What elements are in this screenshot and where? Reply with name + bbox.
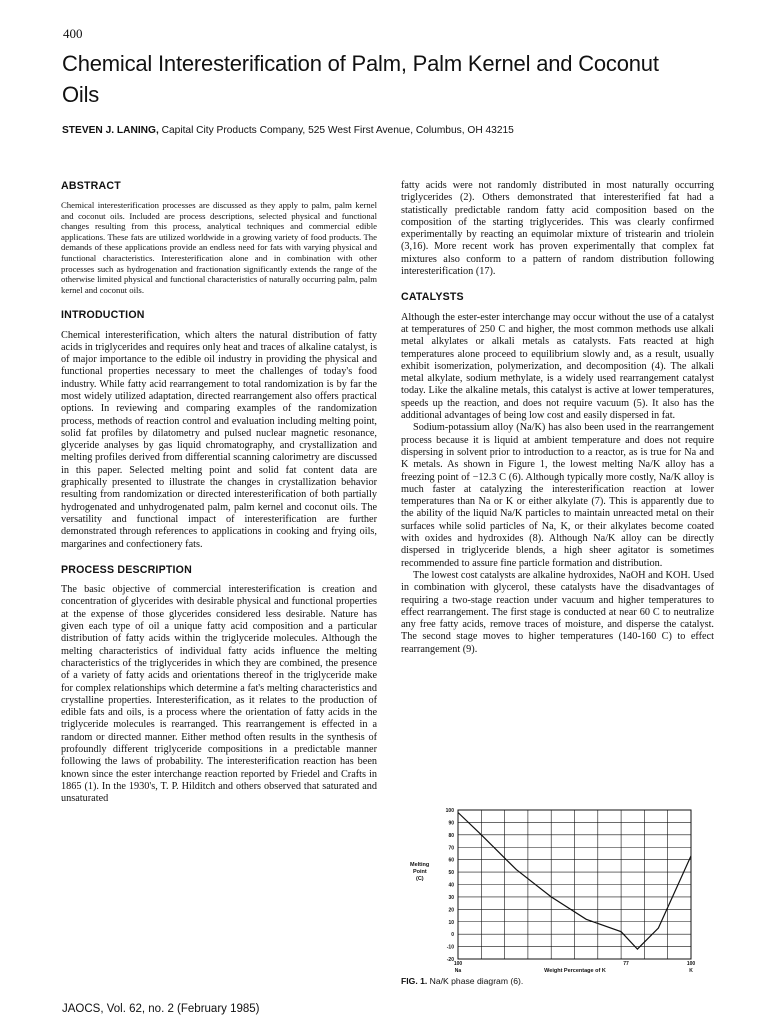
right-column bbox=[401, 180, 714, 656]
y-tick-label: 40 bbox=[448, 882, 454, 889]
abstract-heading: ABSTRACT bbox=[61, 180, 121, 192]
x-label-right-value: 100 bbox=[686, 961, 696, 967]
article-title: Chemical Interesterification of Palm, Palm Kernel and Coconut Oils bbox=[62, 51, 659, 107]
left-column bbox=[61, 180, 377, 819]
catalysts-paragraph: Sodium-potassium alloy (Na/K) has also been used in the rearrangement process because it is liquid at ambient temperature and does not require dispersing in solvent prior to introduction to a reactor, as is true for Na and K metals. As shown in Figure 1, the lowest melting Na/K alloy has a freezing point of −12.3 C (6). Although typically more costly, Na/K alloy is much faster at catalyzing the interesterification reaction at lower temperatures than Na or K or either alkylate (7). This is apparently due to the ability of the liquid Na/K particles to maintain unreacted metal on their surfaces while solid particles of Na, K, or their alkylates become coated with oxides and hydroxides (8). Although Na/K alloy can be directly dispersed in triglyceride blends, a high sheer agitator is sometimes recommended to assure fine particle formation and distribution. bbox=[401, 422, 714, 569]
process-description-heading: PROCESS DESCRIPTION bbox=[61, 563, 192, 576]
y-tick-label: 60 bbox=[448, 857, 454, 864]
phase-diagram-chart bbox=[400, 802, 710, 977]
y-tick-label: 30 bbox=[448, 894, 454, 901]
author-affiliation: Capital City Products Company, 525 West First Avenue, Columbus, OH 43215 bbox=[161, 125, 514, 136]
y-tick-label: 10 bbox=[448, 919, 454, 926]
process-description-section bbox=[61, 564, 377, 806]
continued-text: fatty acids were not randomly distributed in most naturally occurring triglycerides (2). Others demonstrated that interesterified fat had a statistically predictable random fatty acid composition based on the composition of the starting triglycerides. This was clearly confirmed experimentally by reacting an equimolar mixture of tristearin and triolein (3,16). More recent work has proven experimentally that complex fat mixtures also conform to a pattern of random distribution following interesterification (17). bbox=[401, 180, 714, 278]
y-tick-label: -20 bbox=[446, 957, 454, 963]
author-name: STEVEN J. LANING, bbox=[62, 125, 159, 136]
catalysts-heading: CATALYSTS bbox=[401, 291, 464, 304]
abstract-section bbox=[61, 180, 377, 295]
introduction-text: Chemical interesterification, which alters the natural distribution of fatty acids in triglycerides and requires only heat and traces of alkaline catalyst, is of major importance to the edible oil industry in providing the physical and functional properties necessary to meet the challenges of today's food industry. While fatty acid rearrangement to total randomization is by far the most widely utilized adaptation, directed rearrangement also offers practical options. In reviewing and comparing examples of the randomization process, methods of reaction control and evaluation including melting point, solid fat profiles by dilatometry and pulsed nuclear magnetic resonance, glyceride analyses by gas liquid chromatography, and crystallization and melting profiles derived from differential scanning calorimetry are discussed in this paper. Selected melting point and solid fat content data are graphically presented to illustrate the changes in crystallization behavior resulting from randomization or directed interesterification of both partially hydrogenated and unhydrogenated palm, palm kernel and coconut oils. The versatility and functional impact of interesterification are further demonstrated through references to applications in cooking and frying oils, margarines and confectionery fats. bbox=[61, 329, 377, 550]
page-number: 400 bbox=[63, 26, 83, 41]
x-label-mid-value: 77 bbox=[623, 961, 629, 967]
y-tick-label: 0 bbox=[451, 932, 454, 939]
introduction-section bbox=[61, 309, 377, 551]
y-tick-label: 70 bbox=[448, 845, 454, 852]
figure-caption-label: FIG. 1. bbox=[401, 976, 428, 986]
y-tick-label: -10 bbox=[446, 944, 454, 951]
abstract-text: Chemical interesterification processes are discussed as they apply to palm, palm kernel and coconut oils. Included are process descriptions, selected physical and functional changes resulting from this process, analytical techniques and commercial edible applications. These fats are utilized worldwide in a growing variety of food products. The demands of these applications provide an endless need for fats with varying physical and functional characteristics. Interesterification alone and in combination with other processes such as hydrogenation and fractionation significantly extends the range of the otherwise limited physical and functional characteristics of naturally occurring palm, palm kernel and coconut oils. bbox=[61, 200, 377, 295]
x-label-left-value: 100 bbox=[453, 961, 463, 967]
y-axis-label-line2: Point bbox=[413, 869, 427, 875]
process-description-text: The basic objective of commercial interesterification is creation and concentration of glycerides with desirable physical and functional properties at the expense of those glycerides considered less desirable. Nature has given each type of oil a unique fatty acid composition and a particular distribution of fatty acids within the triglyceride molecules. Although the melting characteristics of individual fatty acids influence the melting characteristics of the triglycerides in which they are combined, the presence of a variety of fatty acids and orientations thereof in the triglyceride make for complex relationships which determine a fat's melting characteristics and crystalline properties. Interesterification, as it relates to the production of edible fats and oils, is a process where the orientation of fatty acids in the triglyceride molecules is rearranged. This rearrangement is effected in a random or directed manner. Either method often results in the synthesis of profoundly different triglyceride compositions in a predictable manner following the laws of probability. The interesterification reaction has been known since the ester interchange reaction reported by Friedel and Crafts in 1865 (1). In the 1930's, T. P. Hilditch and others observed that saturated and unsaturated bbox=[61, 584, 377, 805]
catalysts-section bbox=[401, 291, 714, 656]
author-line bbox=[62, 123, 622, 138]
y-tick-label: 100 bbox=[445, 808, 454, 814]
introduction-heading: INTRODUCTION bbox=[61, 309, 145, 322]
figure-caption-text: Na/K phase diagram (6). bbox=[429, 976, 524, 986]
catalysts-paragraph: The lowest cost catalysts are alkaline hydroxides, NaOH and KOH. Used in combination with glycerol, these catalysts have the disadvantages of requiring a two-stage reaction under vacuum and higher temperatures to effect rearrangement. The first stage is conducted at near 60 C to neutralize any free fatty acids, remove traces of moisture, and disperse the catalyst. The second stage moves to higher temperatures (140-160 C) to effect rearrangement (9). bbox=[401, 569, 714, 655]
y-axis-label-line3: (C) bbox=[416, 876, 424, 882]
x-label-right-element: K bbox=[689, 968, 693, 974]
figure-caption bbox=[401, 976, 523, 986]
journal-footer: JAOCS, Vol. 62, no. 2 (February 1985) bbox=[62, 1003, 260, 1015]
x-axis-label: Weight Percentage of K bbox=[544, 968, 606, 974]
y-tick-label: 20 bbox=[448, 907, 454, 914]
y-tick-label: 50 bbox=[448, 870, 454, 877]
figure-1 bbox=[400, 802, 710, 977]
y-tick-label: 90 bbox=[448, 820, 454, 827]
x-label-left-element: Na bbox=[454, 968, 462, 974]
catalysts-paragraph: Although the ester-ester interchange may occur without the use of a catalyst at temperatures of 250 C and higher, the most common methods use alkali metal alkylates or alkali metals as catalysts. Fats reacted at high temperatures alone proceed to equilibrium slowly and, as a result, usually exhibit isomerization, polymerization, and decomposition (4). The alkali metal alkylate, sodium methylate, is a widely used rearrangement catalyst today. Like the alkaline metals, this catalyst is active at lower temperatures, speeds up the reaction, and does not require vacuum (5). It also has the additional advantages of being low cost and easily dispersed in fat. bbox=[401, 311, 714, 422]
y-axis-label-line1: Melting bbox=[410, 862, 430, 868]
y-tick-label: 80 bbox=[448, 832, 454, 839]
